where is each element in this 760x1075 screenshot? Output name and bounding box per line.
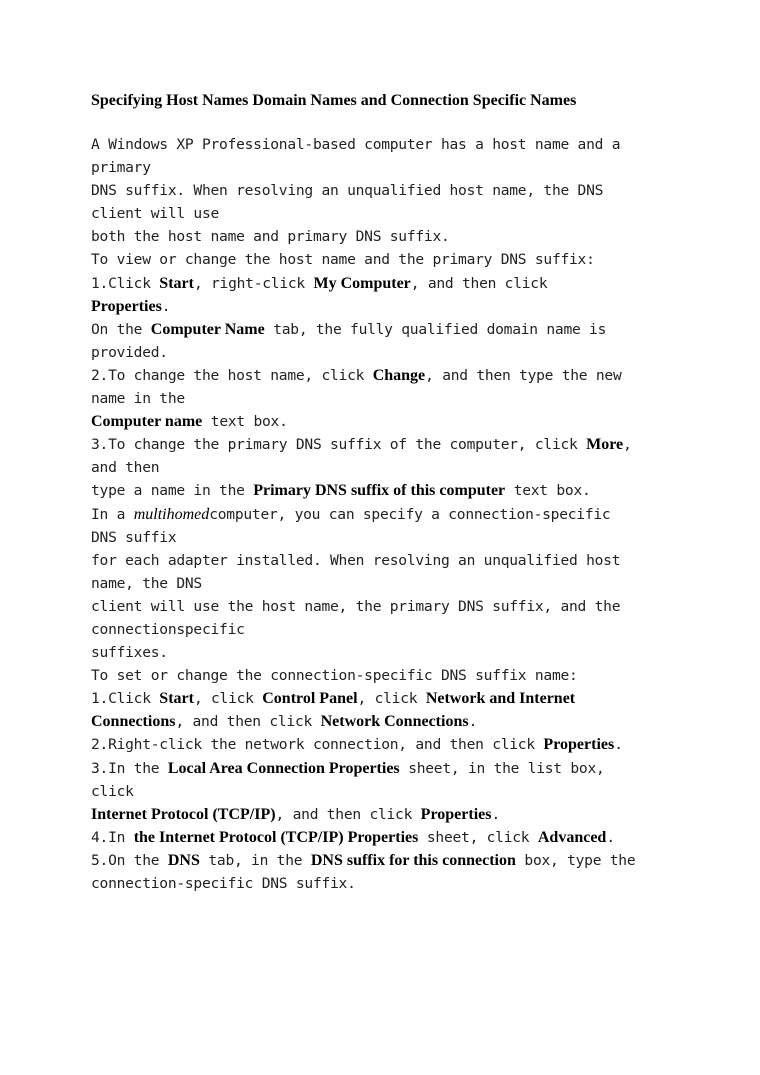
document-body: [91, 133, 691, 895]
text-line: [91, 664, 691, 687]
text-segment: text box.: [202, 413, 288, 431]
text-segment: , and then click: [175, 713, 321, 731]
text-line: [91, 849, 691, 872]
text-segment: 1.Click: [91, 690, 160, 708]
text-segment: 3.To change the primary DNS suffix of the computer, click: [91, 436, 587, 454]
text-line: [91, 826, 691, 849]
text-segment: 2.Right-click the network connection, and then click: [91, 736, 544, 754]
text-line: [91, 410, 691, 433]
text-segment: .: [468, 713, 478, 731]
text-segment: provided.: [91, 343, 168, 361]
text-segment: click: [91, 782, 134, 800]
text-segment: DNS suffix. When resolving an unqualified host name, the DNS: [91, 182, 604, 200]
text-line: [91, 248, 691, 271]
text-line: [91, 295, 691, 318]
text-segment: , click: [193, 690, 263, 708]
text-segment: both the host name and primary DNS suffix.: [91, 228, 450, 246]
text-line: [91, 872, 691, 895]
text-line: [91, 549, 691, 572]
text-segment: 1.Click: [91, 274, 160, 292]
document-title: Specifying Host Names Domain Names and Connection Specific Names: [91, 92, 577, 109]
text-line: [91, 780, 691, 803]
text-segment: tab, in the: [199, 851, 311, 869]
bold-term: Computer name: [91, 413, 203, 431]
text-line: [91, 364, 691, 387]
text-line: [91, 272, 691, 295]
text-segment: 4.In: [91, 828, 134, 846]
bold-term: Control Panel: [262, 690, 358, 708]
text-line: [91, 202, 691, 225]
text-segment: .: [614, 736, 623, 754]
text-segment: computer, you can specify a connection-specific: [209, 505, 611, 523]
text-segment: connection-specific DNS suffix.: [91, 875, 356, 892]
text-line: [91, 572, 691, 595]
text-segment: , and then click: [410, 274, 548, 292]
text-segment: .: [606, 828, 615, 846]
bold-term: Change: [372, 366, 426, 384]
text-line: [91, 456, 691, 479]
italic-term: multihomed: [133, 505, 210, 523]
text-segment: , click: [357, 690, 426, 708]
text-segment: type a name in the: [91, 482, 254, 500]
bold-term: More: [586, 436, 624, 454]
bold-term: Advanced: [537, 828, 607, 846]
bold-term: Properties: [420, 805, 492, 823]
bold-term: My Computer: [313, 274, 411, 292]
text-line: [91, 433, 691, 456]
text-line: [91, 341, 691, 364]
bold-term: Network and Internet: [425, 690, 576, 708]
text-segment: text box.: [505, 482, 591, 500]
bold-term: Properties: [543, 736, 615, 754]
text-line: [91, 387, 691, 410]
text-segment: A Windows XP Professional-based computer has a host name and a: [91, 136, 621, 153]
text-segment: name in the: [91, 390, 185, 408]
text-segment: In a: [91, 505, 134, 523]
text-line: [91, 133, 691, 156]
text-segment: 3.In the: [91, 759, 168, 777]
text-line: [91, 618, 691, 641]
text-line: [91, 641, 691, 664]
text-segment: To set or change the connection-specific DNS suffix name:: [91, 667, 578, 685]
text-line: [91, 156, 691, 179]
text-segment: sheet, click: [418, 828, 538, 846]
text-segment: client will use the host name, the primary DNS suffix, and the: [91, 597, 621, 615]
text-segment: , and then click: [275, 805, 421, 823]
text-segment: primary: [91, 159, 151, 177]
text-segment: and then: [91, 459, 160, 477]
text-line: [91, 179, 691, 202]
text-segment: .: [491, 805, 501, 823]
text-line: [91, 733, 691, 756]
text-segment: for each adapter installed. When resolving an unqualified host: [91, 551, 621, 569]
bold-term: Internet Protocol (TCP/IP): [91, 805, 276, 823]
text-line: [91, 318, 691, 341]
bold-term: Primary DNS suffix of this computer: [253, 482, 506, 500]
bold-term: DNS suffix for this connection: [310, 851, 516, 869]
text-segment: client will use: [91, 205, 220, 223]
bold-term: Local Area Connection Properties: [167, 759, 400, 777]
text-line: [91, 687, 691, 710]
bold-term: Computer Name: [150, 320, 265, 338]
text-segment: connectionspecific: [91, 620, 245, 638]
text-segment: On the: [91, 320, 151, 338]
text-line: [91, 225, 691, 248]
text-segment: 2.To change the host name, click: [91, 366, 373, 384]
text-segment: box, type the: [515, 851, 636, 869]
text-segment: ,: [623, 436, 632, 454]
bold-term: Connections: [91, 713, 176, 731]
text-line: [91, 526, 691, 549]
text-segment: , and then type the new: [425, 366, 622, 384]
bold-term: the Internet Protocol (TCP/IP) Properties: [133, 828, 419, 846]
text-line: [91, 757, 691, 780]
text-segment: DNS suffix: [91, 528, 177, 546]
text-segment: , right-click: [193, 274, 314, 292]
text-line: [91, 710, 691, 733]
text-line: [91, 595, 691, 618]
text-segment: .: [161, 297, 171, 315]
text-segment: sheet, in the list box,: [399, 759, 605, 777]
text-line: [91, 803, 691, 826]
text-segment: name, the DNS: [91, 574, 202, 592]
text-line: [91, 479, 691, 502]
text-line: [91, 503, 691, 526]
bold-term: Network Connections: [320, 713, 469, 731]
bold-term: Start: [159, 274, 194, 292]
bold-term: Start: [159, 690, 194, 708]
text-segment: suffixes.: [91, 644, 168, 662]
text-segment: tab, the fully qualified domain name is: [264, 320, 607, 338]
text-segment: To view or change the host name and the primary DNS suffix:: [91, 251, 595, 269]
bold-term: Properties: [91, 297, 162, 315]
bold-term: DNS: [167, 851, 200, 869]
text-segment: 5.On the: [91, 851, 168, 869]
